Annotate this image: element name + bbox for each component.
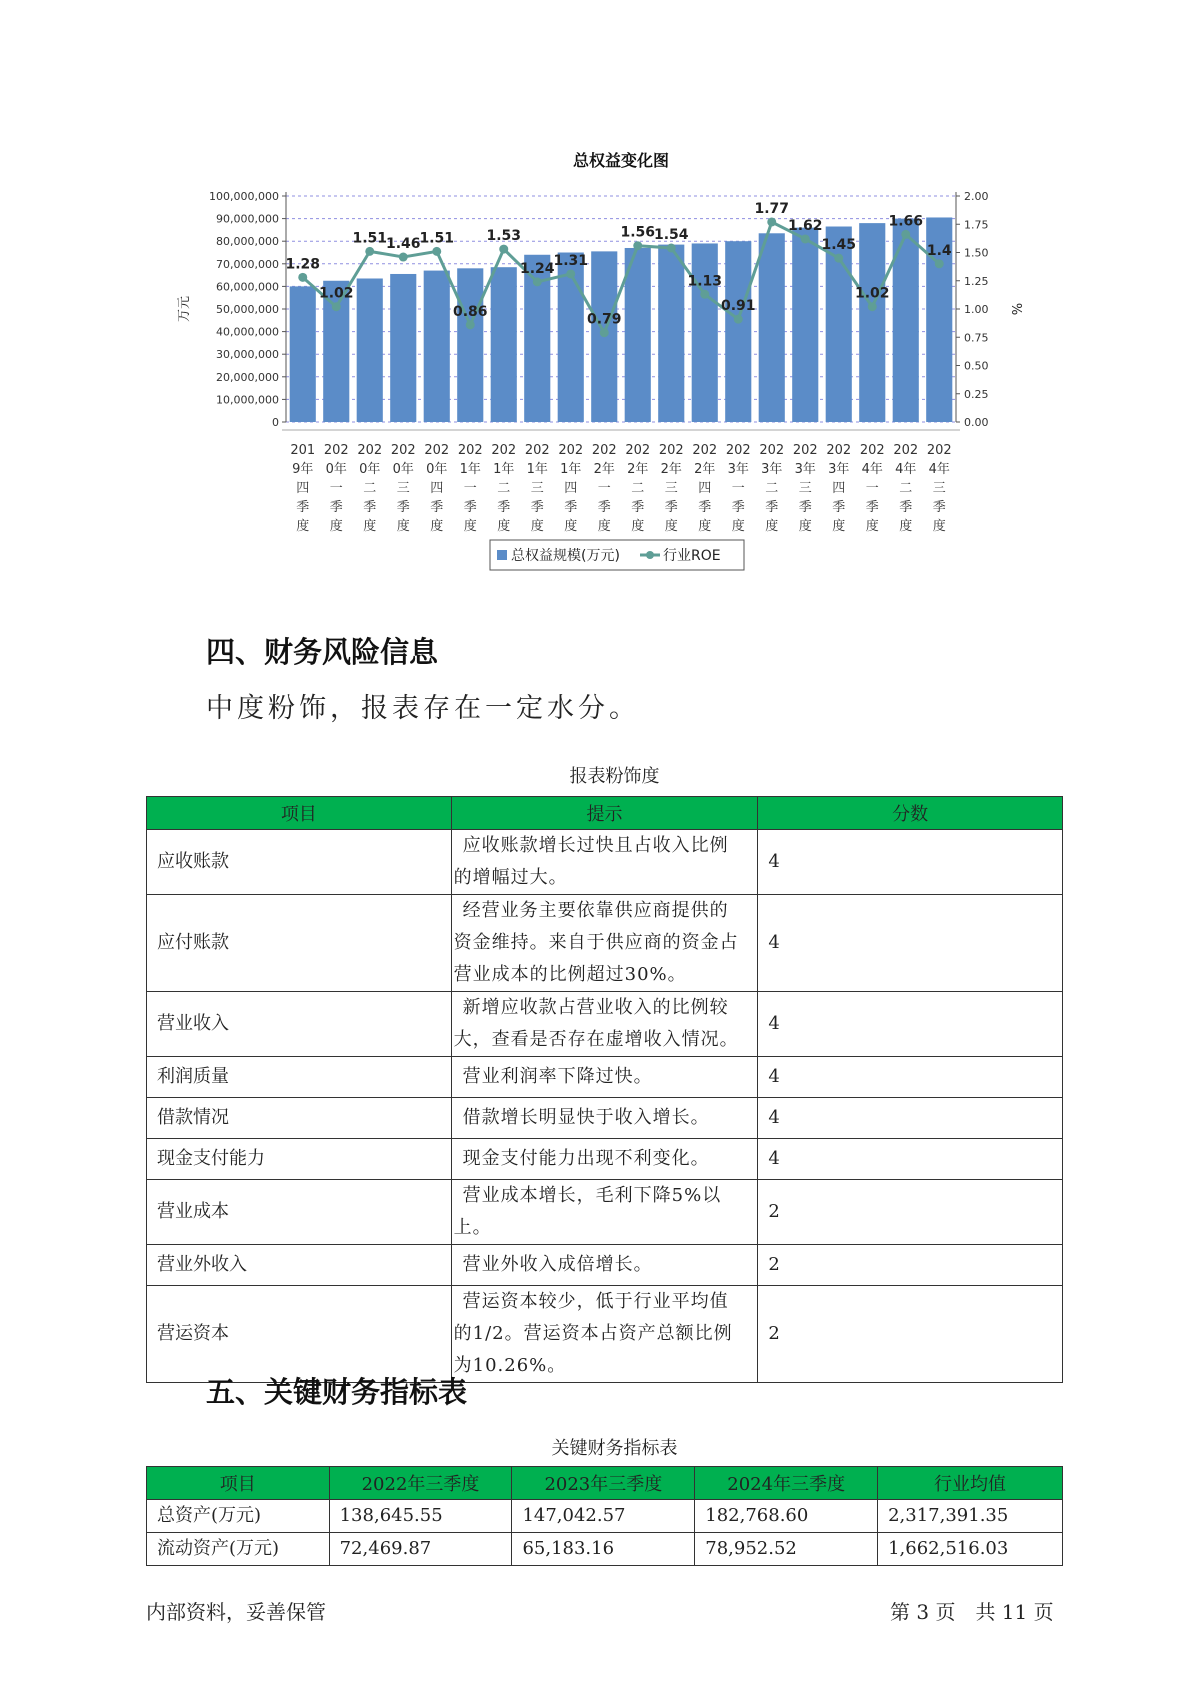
roe-data-label: 1.62 [787, 217, 823, 234]
y2-tick-label: 1.50 [964, 246, 989, 260]
x-tick-label: 202 [658, 443, 684, 458]
x-tick-label: 202 [457, 443, 483, 458]
roe-point [365, 247, 374, 256]
roe-data-label: 1.51 [419, 230, 455, 247]
x-tick-label: 季 [296, 500, 310, 515]
equity-bar [792, 228, 818, 422]
cell-item: 应收账款 [147, 830, 452, 895]
x-tick-label: 季 [798, 500, 812, 515]
section-heading-financial-risk: 四、财务风险信息 [206, 635, 439, 669]
x-tick-label: 季 [497, 500, 511, 515]
cell-item: 营运资本 [147, 1286, 452, 1383]
cell-hint [451, 1057, 758, 1098]
y-tick-label: 70,000,000 [216, 257, 279, 271]
roe-point [399, 253, 408, 262]
table-row [147, 1500, 1063, 1533]
hint-line: 的增幅过大。 [453, 867, 568, 888]
roe-point [801, 234, 810, 243]
x-tick-label: 202 [424, 443, 450, 458]
cell-score: 4 [758, 992, 1063, 1057]
equity-chart-svg [160, 140, 1060, 600]
cell-value: 182,768.60 [695, 1500, 878, 1533]
table-row [147, 1180, 1063, 1245]
x-tick-label: 季 [899, 500, 913, 515]
cell-item: 现金支付能力 [147, 1139, 452, 1180]
roe-data-label: 1.31 [553, 252, 589, 269]
section-heading-key-indicators: 五、关键财务指标表 [206, 1375, 468, 1409]
cell-score: 4 [758, 1139, 1063, 1180]
y2-tick-label: 0.50 [964, 359, 989, 373]
roe-point [600, 328, 609, 337]
x-tick-label: 度 [530, 519, 544, 534]
x-tick-label: 0年 [359, 462, 381, 477]
x-tick-label: 三 [932, 481, 946, 496]
key-indicators-table [146, 1466, 1063, 1566]
cell-item: 营业收入 [147, 992, 452, 1057]
x-tick-label: 0年 [325, 462, 347, 477]
y-tick-label: 50,000,000 [216, 303, 279, 316]
hint-line: 营运资本较少，低于行业平均值 [462, 1291, 729, 1312]
equity-bar [323, 281, 349, 422]
y2-tick-label: 0.75 [964, 331, 989, 345]
cell-score: 4 [758, 1098, 1063, 1139]
x-tick-label: 季 [396, 500, 410, 515]
roe-point [298, 273, 307, 282]
x-tick-label: 度 [329, 519, 343, 534]
x-tick-label: 2年 [660, 462, 682, 477]
x-tick-label: 2年 [593, 462, 615, 477]
x-tick-label: 4年 [928, 462, 950, 477]
x-tick-label: 0年 [426, 462, 448, 477]
roe-data-label: 1.4 [926, 242, 952, 259]
cell-value: 147,042.57 [512, 1500, 695, 1533]
column-header-hint: 提示 [451, 797, 758, 830]
hint-line: 资金维持。来自于供应商的资金占 [453, 932, 739, 953]
y2-tick-label: 1.25 [964, 274, 989, 288]
x-tick-label: 度 [832, 519, 846, 534]
roe-data-label: 1.46 [385, 236, 421, 253]
y-tick-label: 40,000,000 [216, 325, 279, 339]
x-tick-label: 度 [396, 519, 410, 534]
roe-data-label: 1.13 [687, 273, 723, 290]
equity-bar [290, 286, 316, 422]
x-tick-label: 202 [859, 443, 885, 458]
x-tick-label: 度 [597, 519, 611, 534]
x-tick-label: 度 [798, 519, 812, 534]
footer-page-number: 第 3 页 共 11 页 [890, 1600, 1054, 1624]
x-tick-label: 季 [597, 500, 611, 515]
cell-item: 总资产(万元) [147, 1500, 330, 1533]
roe-point [633, 241, 642, 250]
y2-tick-label: 0.00 [964, 416, 989, 429]
y-axis-label: 万元 [177, 295, 192, 323]
cell-hint [451, 830, 758, 895]
cell-hint [451, 1098, 758, 1139]
roe-data-label: 1.02 [318, 285, 354, 302]
cell-item: 营业外收入 [147, 1245, 452, 1286]
footer-confidential: 内部资料，妥善保管 [146, 1600, 326, 1624]
column-header-2024q3: 2024年三季度 [695, 1467, 878, 1500]
x-tick-label: 四 [296, 481, 310, 496]
cell-hint [451, 1139, 758, 1180]
hint-line: 营业利润率下降过快。 [462, 1066, 653, 1087]
x-tick-label: 四 [832, 481, 846, 496]
x-tick-label: 202 [893, 443, 919, 458]
x-tick-label: 二 [497, 481, 511, 496]
y-tick-label: 90,000,000 [216, 212, 279, 226]
roe-data-label: 1.56 [620, 224, 656, 241]
cell-score: 2 [758, 1180, 1063, 1245]
x-tick-label: 202 [625, 443, 651, 458]
x-tick-label: 202 [491, 443, 517, 458]
equity-bar [859, 223, 885, 422]
hint-line: 营业成本增长，毛利下降5%以上。 [453, 1185, 722, 1238]
x-tick-label: 度 [631, 519, 645, 534]
cell-score: 4 [758, 1057, 1063, 1098]
cell-item: 流动资产(万元) [147, 1533, 330, 1566]
x-tick-label: 度 [865, 519, 879, 534]
equity-bar [692, 243, 718, 422]
x-tick-label: 202 [792, 443, 818, 458]
y2-tick-label: 0.25 [964, 387, 989, 401]
roe-data-label: 1.51 [352, 230, 388, 247]
equity-bar [390, 274, 416, 422]
cell-value: 138,645.55 [329, 1500, 512, 1533]
hint-line: 营业外收入成倍增长。 [462, 1254, 653, 1275]
x-tick-label: 度 [296, 519, 310, 534]
x-tick-label: 4年 [895, 462, 917, 477]
x-tick-label: 季 [530, 500, 544, 515]
column-header-industry-avg: 行业均值 [878, 1467, 1063, 1500]
x-tick-label: 季 [932, 500, 946, 515]
x-tick-label: 度 [497, 519, 511, 534]
legend-label-roe: 行业ROE [663, 548, 721, 564]
table-header-row [147, 1467, 1063, 1500]
roe-data-label: 0.86 [452, 303, 488, 320]
whitewash-table [146, 796, 1063, 1383]
hint-line: 借款增长明显快于收入增长。 [462, 1107, 710, 1128]
roe-point [432, 247, 441, 256]
x-tick-label: 四 [698, 481, 712, 496]
x-tick-label: 季 [430, 500, 444, 515]
equity-bar [424, 271, 450, 422]
cell-item: 营业成本 [147, 1180, 452, 1245]
x-tick-label: 202 [524, 443, 550, 458]
equity-bar [457, 268, 483, 422]
cell-score: 4 [758, 895, 1063, 992]
x-tick-label: 一 [865, 481, 879, 496]
cell-value: 65,183.16 [512, 1533, 695, 1566]
y-tick-label: 0 [272, 416, 279, 429]
y-tick-label: 30,000,000 [216, 348, 279, 362]
roe-data-label: 1.28 [285, 256, 321, 273]
risk-summary-text: 中度粉饰，报表存在一定水分。 [206, 693, 640, 724]
roe-data-label: 1.24 [519, 260, 555, 277]
equity-bar [725, 241, 751, 422]
table-row [147, 1533, 1063, 1566]
x-tick-label: 1年 [459, 462, 481, 477]
hint-line: 现金支付能力出现不利变化。 [462, 1148, 710, 1169]
cell-hint [451, 1245, 758, 1286]
x-tick-label: 一 [597, 481, 611, 496]
equity-bar [625, 248, 651, 422]
roe-point [499, 245, 508, 254]
legend-bar-swatch [497, 550, 507, 560]
table-row [147, 1057, 1063, 1098]
cell-value: 72,469.87 [329, 1533, 512, 1566]
table-row [147, 1245, 1063, 1286]
equity-bar [491, 267, 517, 422]
roe-data-label: 1.45 [821, 237, 857, 254]
x-tick-label: 202 [826, 443, 852, 458]
cell-hint [451, 1180, 758, 1245]
roe-data-label: 1.66 [888, 213, 924, 230]
x-tick-label: 季 [463, 500, 477, 515]
column-header-score: 分数 [758, 797, 1063, 830]
roe-point [834, 254, 843, 263]
x-tick-label: 一 [463, 481, 477, 496]
x-tick-label: 二 [363, 481, 377, 496]
x-tick-label: 度 [363, 519, 377, 534]
x-tick-label: 季 [664, 500, 678, 515]
x-tick-label: 四 [564, 481, 578, 496]
x-tick-label: 一 [731, 481, 745, 496]
hint-line: 应收账款增长过快且占收入比例 [462, 835, 729, 856]
table-row [147, 1098, 1063, 1139]
equity-chart [160, 140, 1060, 600]
x-tick-label: 季 [329, 500, 343, 515]
x-tick-label: 3年 [727, 462, 749, 477]
cell-hint [451, 895, 758, 992]
roe-point [868, 302, 877, 311]
x-tick-label: 4年 [861, 462, 883, 477]
roe-point [667, 243, 676, 252]
x-tick-label: 0年 [392, 462, 414, 477]
x-tick-label: 三 [798, 481, 812, 496]
x-tick-label: 季 [564, 500, 578, 515]
column-header-item: 项目 [147, 797, 452, 830]
cell-item: 利润质量 [147, 1057, 452, 1098]
x-tick-label: 202 [323, 443, 349, 458]
y-tick-label: 100,000,000 [209, 190, 279, 203]
x-tick-label: 度 [564, 519, 578, 534]
cell-score: 2 [758, 1286, 1063, 1383]
x-tick-label: 202 [591, 443, 617, 458]
cell-value: 2,317,391.35 [878, 1500, 1063, 1533]
roe-point [935, 259, 944, 268]
roe-point [466, 320, 475, 329]
hint-line: 经营业务主要依靠供应商提供的 [462, 900, 729, 921]
x-tick-label: 季 [832, 500, 846, 515]
table-row [147, 1286, 1063, 1383]
x-tick-label: 3年 [794, 462, 816, 477]
hint-line: 大，查看是否存在虚增收入情况。 [453, 1029, 739, 1050]
y2-tick-label: 1.00 [964, 303, 989, 316]
x-tick-label: 一 [329, 481, 343, 496]
table-row [147, 895, 1063, 992]
x-tick-label: 202 [926, 443, 952, 458]
table-header-row [147, 797, 1063, 830]
x-tick-label: 季 [363, 500, 377, 515]
equity-bar [658, 245, 684, 422]
x-tick-label: 三 [396, 481, 410, 496]
legend-line-marker [646, 551, 654, 559]
x-tick-label: 202 [390, 443, 416, 458]
equity-bar [759, 233, 785, 422]
cell-item: 借款情况 [147, 1098, 452, 1139]
x-tick-label: 201 [290, 443, 316, 458]
x-tick-label: 9年 [292, 462, 314, 477]
x-tick-label: 二 [765, 481, 779, 496]
y-tick-label: 80,000,000 [216, 235, 279, 249]
x-tick-label: 季 [765, 500, 779, 515]
hint-line: 新增应收款占营业收入的比例较 [462, 997, 729, 1018]
x-tick-label: 202 [759, 443, 785, 458]
cell-score: 2 [758, 1245, 1063, 1286]
roe-data-label: 1.02 [854, 285, 890, 302]
roe-point [332, 302, 341, 311]
x-tick-label: 度 [932, 519, 946, 534]
table-caption-whitewash: 报表粉饰度 [569, 766, 660, 787]
x-tick-label: 三 [664, 481, 678, 496]
cell-score: 4 [758, 830, 1063, 895]
roe-data-label: 1.54 [653, 226, 689, 243]
y-tick-label: 60,000,000 [216, 280, 279, 294]
y2-tick-label: 2.00 [964, 190, 989, 203]
x-tick-label: 2年 [627, 462, 649, 477]
equity-bar [357, 278, 383, 422]
table-row [147, 830, 1063, 895]
cell-hint [451, 1286, 758, 1383]
table-row [147, 992, 1063, 1057]
y-tick-label: 20,000,000 [216, 370, 279, 384]
x-tick-label: 3年 [761, 462, 783, 477]
table-caption-key-indicators: 关键财务指标表 [551, 1438, 678, 1459]
column-header-2022q3: 2022年三季度 [329, 1467, 512, 1500]
y2-axis-label: % [1008, 302, 1023, 316]
x-tick-label: 季 [731, 500, 745, 515]
x-tick-label: 度 [765, 519, 779, 534]
x-tick-label: 二 [631, 481, 645, 496]
column-header-2023q3: 2023年三季度 [512, 1467, 695, 1500]
cell-value: 1,662,516.03 [878, 1533, 1063, 1566]
y-tick-label: 10,000,000 [216, 393, 279, 407]
x-tick-label: 202 [725, 443, 751, 458]
x-tick-label: 度 [899, 519, 913, 534]
cell-item: 应付账款 [147, 895, 452, 992]
cell-hint [451, 992, 758, 1057]
y2-tick-label: 1.75 [964, 218, 989, 232]
roe-point [533, 277, 542, 286]
x-tick-label: 度 [664, 519, 678, 534]
roe-data-label: 0.79 [586, 311, 622, 328]
equity-bar [893, 219, 919, 422]
x-tick-label: 1年 [526, 462, 548, 477]
column-header-item: 项目 [147, 1467, 330, 1500]
roe-point [566, 269, 575, 278]
x-tick-label: 度 [430, 519, 444, 534]
x-tick-label: 季 [865, 500, 879, 515]
roe-data-label: 1.77 [754, 200, 790, 217]
x-tick-label: 202 [692, 443, 718, 458]
x-tick-label: 202 [357, 443, 383, 458]
x-tick-label: 四 [430, 481, 444, 496]
roe-data-label: 1.53 [486, 228, 522, 245]
x-tick-label: 度 [731, 519, 745, 534]
roe-point [700, 290, 709, 299]
roe-point [734, 315, 743, 324]
legend-label-equity: 总权益规模(万元) [511, 548, 620, 564]
x-tick-label: 1年 [560, 462, 582, 477]
hint-line: 的1/2。营运资本占资产总额比例 [453, 1323, 733, 1344]
chart-title: 总权益变化图 [572, 151, 670, 170]
roe-point [767, 217, 776, 226]
x-tick-label: 季 [631, 500, 645, 515]
x-tick-label: 3年 [828, 462, 850, 477]
x-tick-label: 季 [698, 500, 712, 515]
x-tick-label: 2年 [694, 462, 716, 477]
x-tick-label: 202 [558, 443, 584, 458]
roe-data-label: 0.91 [720, 298, 756, 315]
x-tick-label: 度 [698, 519, 712, 534]
table-row [147, 1139, 1063, 1180]
hint-line: 为10.26%。 [453, 1355, 567, 1376]
x-tick-label: 度 [463, 519, 477, 534]
cell-value: 78,952.52 [695, 1533, 878, 1566]
roe-point [901, 230, 910, 239]
x-tick-label: 二 [899, 481, 913, 496]
x-tick-label: 三 [530, 481, 544, 496]
hint-line: 营业成本的比例超过30%。 [453, 964, 687, 985]
x-tick-label: 1年 [493, 462, 515, 477]
